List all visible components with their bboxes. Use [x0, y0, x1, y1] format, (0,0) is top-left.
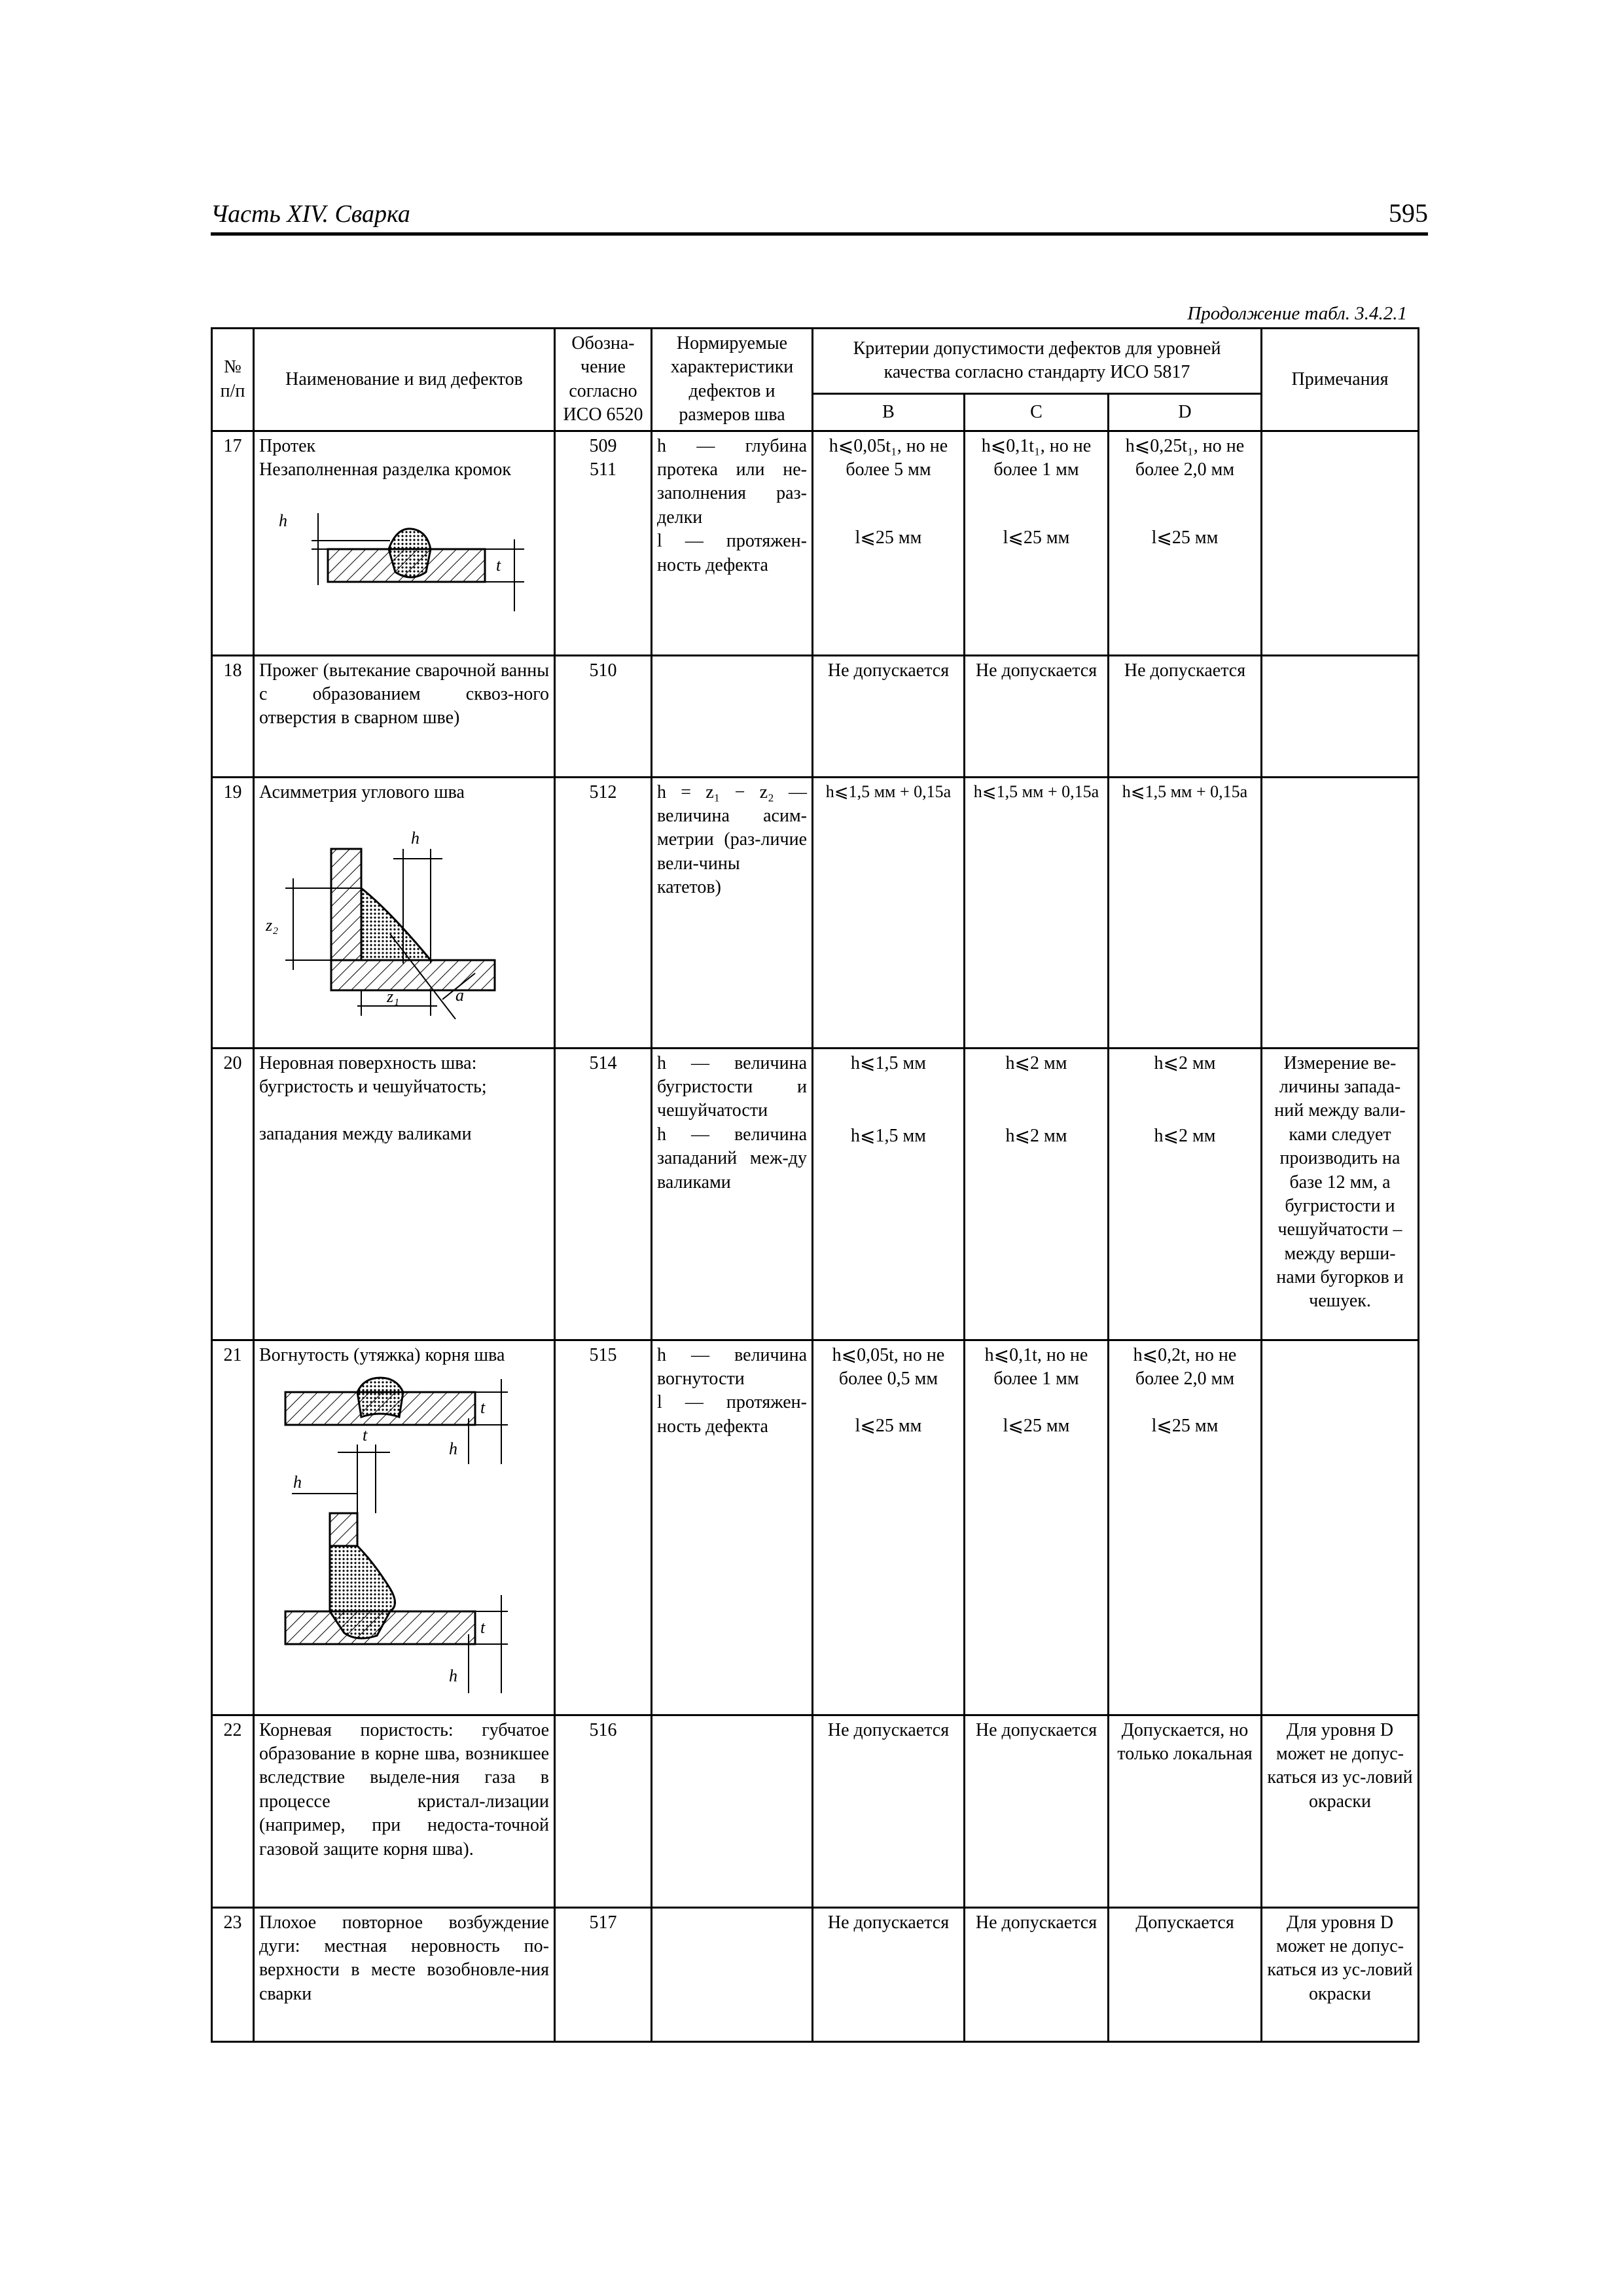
criterion: h⩽2 мм: [1005, 1052, 1067, 1073]
criterion: l⩽25 мм: [1151, 528, 1219, 548]
criterion: Не допускается: [965, 1715, 1109, 1907]
defect-code: 515: [555, 1340, 652, 1715]
table-row: [212, 777, 1419, 1048]
defect-code: 511: [590, 459, 616, 480]
table-caption: Продолжение табл. 3.4.2.1: [1187, 303, 1407, 324]
criterion: h⩽0,2t, но не более 2,0 мм: [1133, 1344, 1237, 1389]
characteristics-cell: [652, 431, 813, 655]
undercut-weld-diagram: [259, 487, 547, 611]
figure-label-h: h: [449, 1666, 457, 1685]
figure-label-h: h: [279, 511, 287, 531]
criterion: h⩽2 мм: [1154, 1125, 1216, 1146]
figure-label-z1: z₁: [387, 986, 400, 1006]
criteria-c-cell: [965, 431, 1109, 655]
characteristics-cell: [652, 655, 813, 777]
characteristic: h — величина бугристости и чешуйчатости: [657, 1052, 807, 1121]
defect-name: Плохое повторное возбуждение дуги: местная неровность по-верхности в месте возобновле-ния сварки: [254, 1907, 555, 2041]
defect-code: 517: [555, 1907, 652, 2041]
root-concavity-diagram: [259, 1372, 547, 1700]
characteristics-cell: [652, 1340, 813, 1715]
defect-code: 509: [589, 435, 617, 456]
defect-name: западания между валиками: [259, 1124, 472, 1145]
criterion: Не допускается: [813, 655, 965, 777]
criterion: h⩽0,05t, но не более 0,5 мм: [832, 1344, 945, 1389]
criteria-c-cell: [965, 1048, 1109, 1340]
criterion: h⩽0,05t₁, но не более 5 мм: [829, 435, 948, 480]
defect-name: Прожег (вытекание сварочной ванны с образованием сквоз-ного отверстия в сварном шве): [254, 655, 555, 777]
section-title: Часть XIV. Сварка: [211, 200, 410, 228]
col-header-characteristics: Нормируемые характеристики дефектов и размеров шва: [652, 329, 813, 431]
defect-name-cell: [254, 777, 555, 1048]
characteristic: l — протяжен-ность дефекта: [657, 531, 807, 575]
criterion: l⩽25 мм: [1003, 1416, 1070, 1437]
running-head: [211, 200, 1428, 236]
figure-label-h: h: [293, 1472, 302, 1492]
defect-name: Вогнутость (утяжка) корня шва: [259, 1344, 505, 1365]
criteria-d-cell: [1109, 431, 1262, 655]
defect-code: 514: [555, 1048, 652, 1340]
criterion: Не допускается: [965, 1907, 1109, 2041]
criterion: l⩽25 мм: [1151, 1416, 1219, 1437]
criterion: h⩽1,5 мм + 0,15a: [965, 777, 1109, 1048]
characteristics-cell: [652, 1715, 813, 1907]
row-number: 22: [212, 1715, 254, 1907]
criterion: Не допускается: [965, 655, 1109, 777]
criterion: h⩽2 мм: [1154, 1052, 1216, 1073]
col-header-notes: Примечания: [1262, 329, 1419, 431]
page-number: 595: [1389, 198, 1428, 228]
figure-label-h: h: [411, 828, 419, 848]
row-number: 18: [212, 655, 254, 777]
table-row: [212, 655, 1419, 777]
figure-label-t: t: [480, 1397, 486, 1417]
notes-cell: Для уровня D может не допус-каться из ус-ловий окраски: [1262, 1907, 1419, 2041]
criteria-d-cell: [1109, 1048, 1262, 1340]
row-number: 21: [212, 1340, 254, 1715]
criterion: Не допускается: [813, 1715, 965, 1907]
characteristic: h — глубина протека или не-заполнения раз-делки: [657, 435, 807, 528]
defects-table: [211, 327, 1419, 2043]
row-number: 19: [212, 777, 254, 1048]
table-row: [212, 1907, 1419, 2041]
notes-cell: [1262, 1340, 1419, 1715]
characteristics-cell: [652, 1048, 813, 1340]
criterion: Допускается: [1109, 1907, 1262, 2041]
col-header-code: Обозна-чение согласно ИСО 6520: [555, 329, 652, 431]
criterion: h⩽1,5 мм + 0,15a: [813, 777, 965, 1048]
fillet-asymmetry-diagram: [259, 810, 547, 1026]
defect-code-cell: [555, 431, 652, 655]
defect-name: Протек: [259, 435, 316, 456]
defect-code: 516: [555, 1715, 652, 1907]
defect-code: 512: [555, 777, 652, 1048]
characteristic: l — протяжен-ность дефекта: [657, 1392, 807, 1437]
criterion: l⩽25 мм: [1003, 528, 1070, 548]
defect-name: Незаполненная разделка кромок: [259, 459, 512, 480]
criterion: h⩽0,1t, но не более 1 мм: [984, 1344, 1088, 1389]
col-header-level-c: C: [965, 393, 1109, 431]
defect-code: 510: [555, 655, 652, 777]
criteria-b-cell: [813, 1340, 965, 1715]
notes-cell: Измерение ве-личины запада-ний между вали-ками следует производить на базе 12 мм, а бугристости и чешуйчатости – между верши-нами бугорков и чешуек.: [1262, 1048, 1419, 1340]
col-header-name: Наименование и вид дефектов: [254, 329, 555, 431]
defect-name-cell: [254, 1048, 555, 1340]
characteristic: h — величина вогнутости: [657, 1344, 807, 1389]
notes-cell: [1262, 655, 1419, 777]
criterion: h⩽1,5 мм + 0,15a: [1109, 777, 1262, 1048]
criterion: h⩽0,1t₁, но не более 1 мм: [981, 435, 1092, 480]
criteria-b-cell: [813, 431, 965, 655]
criterion: Не допускается: [1109, 655, 1262, 777]
characteristic: h — величина западаний меж-ду валиками: [657, 1124, 807, 1193]
defect-name-cell: [254, 431, 555, 655]
criteria-c-cell: [965, 1340, 1109, 1715]
figure-label-t: t: [480, 1617, 486, 1637]
row-number: 23: [212, 1907, 254, 2041]
figure-label-t: t: [363, 1425, 368, 1444]
row-number: 17: [212, 431, 254, 655]
defect-name: Неровная поверхность шва: бугристость и чешуйчатость;: [259, 1052, 487, 1097]
criterion: h⩽0,25t₁, но не более 2,0 мм: [1125, 435, 1245, 480]
figure-label-h: h: [449, 1439, 457, 1458]
characteristic: h = z₁ − z₂ — величина асим-метрии (раз-личие вели-чины катетов): [652, 777, 813, 1048]
criterion: h⩽1,5 мм: [851, 1052, 926, 1073]
notes-cell: [1262, 431, 1419, 655]
criterion: h⩽2 мм: [1005, 1125, 1067, 1146]
figure-label-a: a: [455, 985, 464, 1005]
defect-name-cell: [254, 1340, 555, 1715]
defect-name: Корневая пористость: губчатое образование в корне шва, возникшее вследствие выделе-ния газа в процессе кристал-лизации (например, при недоста-точной газовой защите корня шва).: [254, 1715, 555, 1907]
characteristics-cell: [652, 1907, 813, 2041]
row-number: 20: [212, 1048, 254, 1340]
col-header-level-b: B: [813, 393, 965, 431]
figure-label-t: t: [496, 556, 501, 575]
criterion: l⩽25 мм: [855, 528, 922, 548]
defect-name: Асимметрия углового шва: [259, 781, 465, 802]
col-header-level-d: D: [1109, 393, 1262, 431]
col-header-num: № п/п: [212, 329, 254, 431]
table-row: [212, 431, 1419, 655]
table-row: [212, 1340, 1419, 1715]
criterion: h⩽1,5 мм: [851, 1125, 926, 1146]
criteria-d-cell: [1109, 1340, 1262, 1715]
table-row: [212, 1715, 1419, 1907]
criterion: Не допускается: [813, 1907, 965, 2041]
notes-cell: [1262, 777, 1419, 1048]
figure-label-z2: z₂: [266, 915, 279, 935]
criterion: l⩽25 мм: [855, 1416, 922, 1437]
notes-cell: Для уровня D может не допус-каться из ус-ловий окраски: [1262, 1715, 1419, 1907]
col-header-criteria: Критерии допустимости дефектов для уровней качества согласно стандарту ИСО 5817: [813, 329, 1262, 394]
criterion: Допускается, но только локальная: [1109, 1715, 1262, 1907]
criteria-b-cell: [813, 1048, 965, 1340]
table-row: [212, 1048, 1419, 1340]
